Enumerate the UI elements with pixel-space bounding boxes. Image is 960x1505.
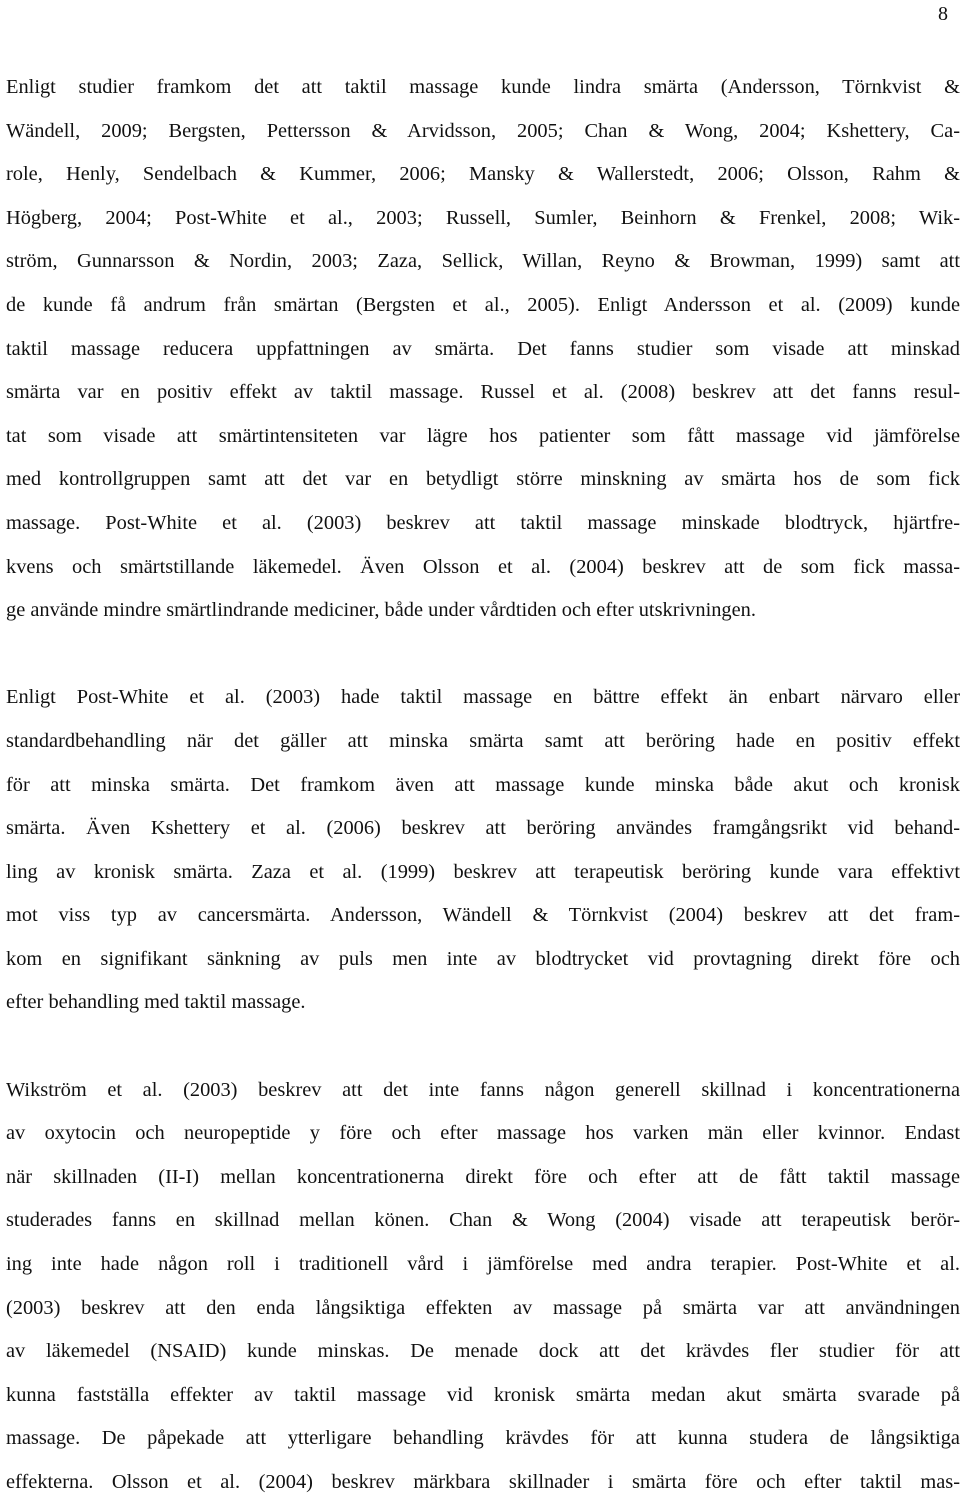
text-line: av läkemedel (NSAID) kunde minskas. De menade dock att det krävdes fler studier för att	[6, 1340, 960, 1363]
text-line: smärta var en positiv effekt av taktil massage. Russel et al. (2008) beskrev att det fanns resul-	[6, 381, 960, 404]
text-line: ström, Gunnarsson & Nordin, 2003; Zaza, Sellick, Willan, Reyno & Browman, 1999) samt att	[6, 250, 960, 273]
text-line: ling av kronisk smärta. Zaza et al. (1999) beskrev att terapeutisk beröring kunde vara effektivt	[6, 860, 960, 883]
text-line: Wändell, 2009; Bergsten, Pettersson & Arvidsson, 2005; Chan & Wong, 2004; Kshettery, Ca-	[6, 119, 960, 142]
text-line: Enligt studier framkom det att taktil massage kunde lindra smärta (Andersson, Törnkvist &	[6, 76, 960, 98]
text-line: massage. Post-White et al. (2003) beskrev att taktil massage minskade blodtryck, hjärtfre-	[6, 511, 960, 534]
paragraph-hormone-findings	[6, 1069, 960, 1505]
text-line: kunna fastställa effekter av taktil massage vid kronisk smärta medan akut smärta svarade på	[6, 1383, 960, 1406]
text-line: massage. De påpekade att ytterligare behandling krävdes för att kunna studera de långsiktiga	[6, 1427, 960, 1450]
text-line: av oxytocin och neuropeptide y före och efter massage hos varken män eller kvinnor. Endast	[6, 1122, 960, 1145]
text-line: ing inte hade någon roll i traditionell vård i jämförelse med andra terapier. Post-White et al.	[6, 1253, 960, 1276]
body-text	[6, 66, 960, 1505]
text-line: studerades fanns en skillnad mellan könen. Chan & Wong (2004) visade att terapeutisk berör-	[6, 1209, 960, 1232]
page-number: 8	[938, 3, 948, 25]
text-line: taktil massage reducera uppfattningen av smärta. Det fanns studier som visade att minskad	[6, 337, 960, 360]
text-line: när skillnaden (II-I) mellan koncentrationerna direkt före och efter att de fått taktil massage	[6, 1165, 960, 1188]
text-line: smärta. Även Kshettery et al. (2006) beskrev att beröring användes framgångsrikt vid behand-	[6, 817, 960, 840]
text-line: för att minska smärta. Det framkom även att massage kunde minska både akut och kronisk	[6, 773, 960, 796]
text-line: Enligt Post-White et al. (2003) hade taktil massage en bättre effekt än enbart närvaro eller	[6, 686, 960, 709]
text-line: de kunde få andrum från smärtan (Bergsten et al., 2005). Enligt Andersson et al. (2009) kunde	[6, 293, 960, 316]
text-line: effekterna. Olsson et al. (2004) beskrev märkbara skillnader i smärta före och efter taktil mas-	[6, 1471, 960, 1493]
text-line: role, Henly, Sendelbach & Kummer, 2006; Mansky & Wallerstedt, 2006; Olsson, Rahm &	[6, 163, 960, 186]
text-line: (2003) beskrev att den enda långsiktiga effekten av massage på smärta var att användningen	[6, 1296, 960, 1319]
text-line: mot viss typ av cancersmärta. Andersson, Wändell & Törnkvist (2004) beskrev att det fram-	[6, 904, 960, 927]
text-line: kom en signifikant sänkning av puls men inte av blodtrycket vid provtagning direkt före och	[6, 947, 960, 970]
text-line: med kontrollgruppen samt att det var en betydligt större minskning av smärta hos de som fick	[6, 468, 960, 491]
text-line: Högberg, 2004; Post-White et al., 2003; Russell, Sumler, Beinhorn & Frenkel, 2008; Wik-	[6, 206, 960, 229]
text-line: standardbehandling när det gäller att minska smärta samt att beröring hade en positiv effekt	[6, 729, 960, 752]
paragraph-touch-effects	[6, 676, 960, 1025]
text-line: tat som visade att smärtintensiteten var lägre hos patienter som fått massage vid jämförelse	[6, 424, 960, 447]
paragraph-pain-relief	[6, 66, 960, 633]
text-line: Wikström et al. (2003) beskrev att det inte fanns någon generell skillnad i koncentrationerna	[6, 1078, 960, 1101]
text-line: kvens och smärtstillande läkemedel. Även Olsson et al. (2004) beskrev att de som fick massa-	[6, 555, 960, 578]
paragraph-spacer	[6, 633, 960, 677]
paragraph-spacer	[6, 1025, 960, 1069]
text-line: ge använde mindre smärtlindrande mediciner, både under vårdtiden och efter utskrivningen.	[6, 599, 756, 622]
text-line: efter behandling med taktil massage.	[6, 991, 306, 1014]
